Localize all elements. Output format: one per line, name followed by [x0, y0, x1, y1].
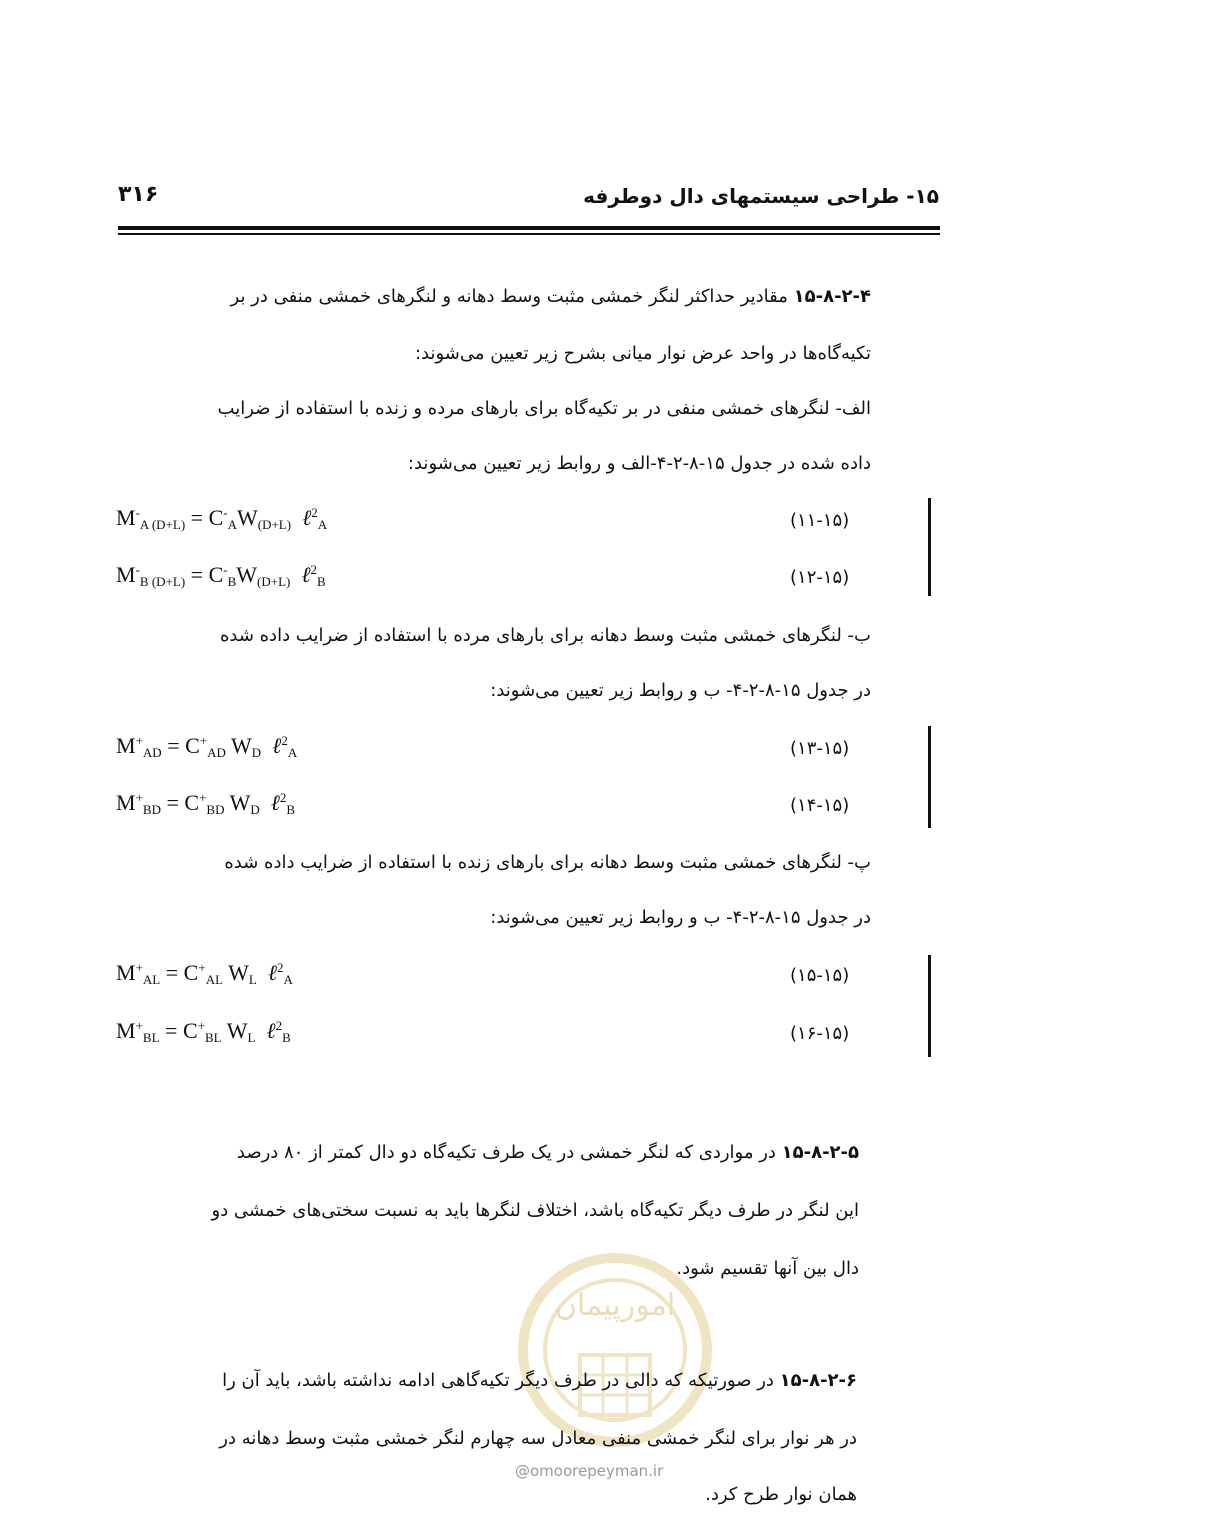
equation-11: $M^-_{A (D+L)} = C^-_AW_{(D+L)}$ ℓ$^2_A$ [116, 505, 328, 532]
change-bar [928, 726, 931, 828]
section-number: ۱۵-۸-۲-۴ [793, 286, 871, 307]
change-bar [928, 955, 931, 1057]
item-p-line1: پ- لنگرهای خمشی مثبت وسط دهانه برای بارهای زنده با استفاده از ضرایب داده شده [224, 852, 871, 873]
section-4-line1 [231, 286, 871, 307]
section-5-line2: این لنگر در طرف دیگر تکیه‌گاه باشد، اختلاف لنگرها باید به نسبت سختی‌های خمشی دو [211, 1200, 859, 1221]
equation-number-11: (۱۱-۱۵) [790, 510, 850, 531]
header-rule [118, 226, 940, 230]
item-p-line2: در جدول ۱۵-۸-۲-۴- ب و روابط زیر تعیین می‌شوند: [490, 907, 871, 928]
equation-15: $M^+_{AL} = C^+_{AL}$ $W_L$ ℓ$^2_A$ [116, 960, 293, 987]
svg-text:امورپیمان: امورپیمان [554, 1288, 676, 1323]
section-text: در مواردی که لنگر خمشی در یک طرف تکیه‌گاه دو دال کمتر از ۸۰ درصد [236, 1142, 776, 1163]
equation-12: $M^-_{B (D+L)} = C^-_BW_{(D+L)}$ ℓ$^2_B$ [116, 562, 326, 589]
section-6-line2: در هر نوار برای لنگر خمشی منفی معادل سه چهارم لنگر خمشی مثبت وسط دهانه در [219, 1428, 857, 1449]
equation-13: $M^+_{AD} = C^+_{AD}$ $W_D$ ℓ$^2_A$ [116, 733, 298, 760]
chapter-title: ۱۵- طراحی سیستمهای دال دوطرفه [583, 184, 939, 208]
section-4-line2: تکیه‌گاه‌ها در واحد عرض نوار میانی بشرح زیر تعیین می‌شوند: [414, 343, 871, 364]
header-rule-thin [118, 233, 940, 235]
equation-number-14: (۱۴-۱۵) [790, 795, 850, 816]
equation-14: $M^+_{BD} = C^+_{BD}$ $W_D$ ℓ$^2_B$ [116, 790, 296, 817]
section-6-line1 [222, 1370, 857, 1391]
item-b-line1: ب- لنگرهای خمشی مثبت وسط دهانه برای بارهای مرده با استفاده از ضرایب داده شده [219, 625, 871, 646]
item-a-line2: داده شده در جدول ۱۵-۸-۲-۴-الف و روابط زیر تعیین می‌شوند: [407, 453, 871, 474]
section-5-line3: دال بین آنها تقسیم شود. [676, 1258, 859, 1279]
section-text: مقادیر حداکثر لنگر خمشی مثبت وسط دهانه و لنگرهای خمشی منفی در بر [230, 286, 788, 307]
page-number: ۳۱۶ [118, 182, 159, 207]
section-number: ۱۵-۸-۲-۶ [779, 1370, 857, 1391]
section-5-line1 [237, 1142, 859, 1163]
item-b-line2: در جدول ۱۵-۸-۲-۴- ب و روابط زیر تعیین می‌شوند: [490, 680, 871, 701]
section-number: ۱۵-۸-۲-۵ [781, 1142, 859, 1163]
section-text: در صورتیکه که دالی در طرف دیگر تکیه‌گاهی ادامه نداشته باشد، باید آن را [222, 1370, 774, 1391]
change-bar [928, 498, 931, 596]
equation-number-16: (۱۶-۱۵) [790, 1023, 850, 1044]
watermark-logo [510, 1245, 720, 1455]
watermark-url: @omoorepeyman.ir [515, 1462, 664, 1480]
equation-number-15: (۱۵-۱۵) [790, 965, 850, 986]
item-a-line1: الف- لنگرهای خمشی منفی در بر تکیه‌گاه برای بارهای مرده و زنده با استفاده از ضرایب [217, 398, 871, 419]
equation-number-13: (۱۳-۱۵) [790, 738, 850, 759]
equation-number-12: (۱۲-۱۵) [790, 567, 850, 588]
equation-16: $M^+_{BL} = C^+_{BL}$ $W_L$ ℓ$^2_B$ [116, 1018, 291, 1045]
section-6-line3: همان نوار طرح کرد. [705, 1484, 857, 1505]
